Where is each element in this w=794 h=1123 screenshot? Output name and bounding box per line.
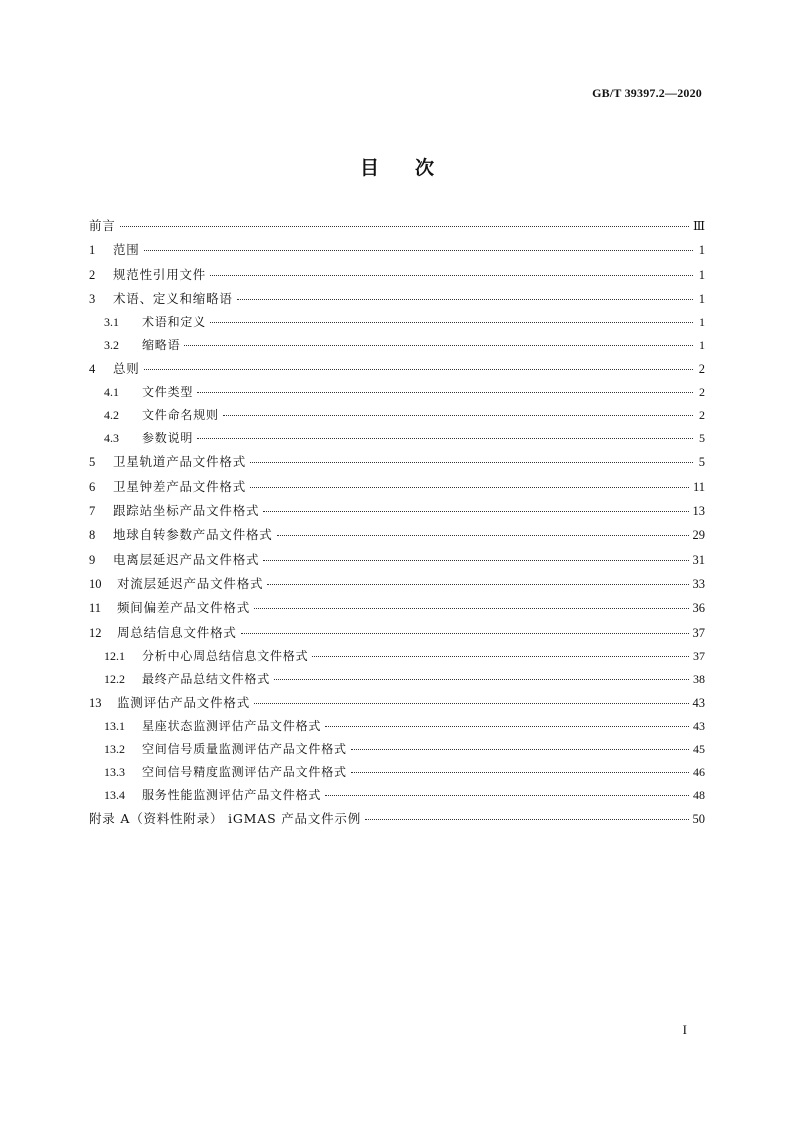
toc-entry-label: 空间信号质量监测评估产品文件格式	[142, 742, 347, 757]
toc-entry-page: 1	[698, 291, 705, 306]
toc-entry-label: 卫星轨道产品文件格式	[113, 454, 247, 470]
toc-entry-number: 13.1	[104, 719, 125, 734]
toc-entry-page: 2	[699, 385, 705, 400]
toc-entry[interactable]	[89, 548, 705, 572]
toc-entry-number: 4.2	[104, 408, 119, 423]
toc-entry-number: 4	[89, 362, 96, 377]
toc-entry[interactable]	[89, 691, 705, 715]
dot-leader	[351, 749, 689, 750]
toc-entry[interactable]	[89, 668, 705, 691]
toc-entry-page: 33	[692, 576, 705, 591]
toc-entry-number: 1	[89, 243, 96, 258]
toc-entry-page: 5	[698, 455, 705, 470]
toc-entry-label: 电离层延迟产品文件格式	[113, 551, 260, 567]
dot-leader	[184, 345, 693, 346]
toc-entry-page: 36	[692, 601, 705, 616]
toc-entry[interactable]	[89, 761, 705, 784]
toc-entry-number: 13.3	[104, 765, 125, 780]
toc-entry-label: 文件命名规则	[142, 408, 219, 423]
toc-entry-label: 服务性能监测评估产品文件格式	[142, 788, 322, 803]
toc-entry[interactable]	[89, 214, 705, 238]
dot-leader	[197, 392, 693, 393]
dot-leader	[250, 487, 689, 488]
toc-entry[interactable]	[89, 381, 705, 404]
dot-leader	[250, 462, 693, 463]
toc-entry-page: 43	[693, 719, 705, 734]
toc-entry[interactable]	[89, 807, 705, 831]
toc-entry-number: 11	[89, 601, 102, 616]
toc-entry-label: 最终产品总结文件格式	[142, 671, 271, 686]
table-of-contents	[89, 214, 705, 831]
toc-entry-page: 2	[699, 408, 705, 423]
toc-entry-number: 8	[89, 528, 96, 543]
toc-entry-label: 术语、定义和缩略语	[113, 290, 233, 306]
toc-entry-label: 规范性引用文件	[113, 266, 207, 282]
toc-entry-label: 分析中心周总结信息文件格式	[142, 648, 309, 663]
toc-entry-number: 3.1	[104, 315, 119, 330]
dot-leader	[210, 322, 693, 323]
toc-entry[interactable]	[89, 404, 705, 427]
toc-entry-label: 卫星钟差产品文件格式	[113, 478, 247, 494]
toc-entry-label: 参数说明	[142, 431, 194, 446]
toc-entry[interactable]	[89, 427, 705, 450]
toc-entry-number: 9	[89, 552, 96, 567]
toc-entry-page: 1	[699, 315, 705, 330]
toc-entry-page: 1	[698, 267, 705, 282]
toc-entry-label: 缩略语	[142, 338, 181, 353]
toc-entry-page: 13	[692, 504, 705, 519]
toc-entry-number: 3	[89, 291, 96, 306]
dot-leader	[325, 795, 689, 796]
toc-entry-page: Ⅲ	[692, 219, 705, 233]
toc-entry-label: 范围	[113, 242, 140, 258]
toc-entry[interactable]	[89, 499, 705, 523]
dot-leader	[274, 679, 689, 680]
toc-entry-label: 附录 A（资料性附录） iGMAS 产品文件示例	[89, 811, 362, 827]
toc-entry-number: 7	[89, 504, 96, 519]
toc-entry-label: 术语和定义	[142, 315, 207, 330]
toc-entry-number: 13.2	[104, 742, 125, 757]
dot-leader	[277, 535, 689, 536]
toc-entry[interactable]	[89, 621, 705, 645]
toc-entry-label: 周总结信息文件格式	[117, 624, 237, 640]
toc-entry-page: 5	[699, 431, 705, 446]
toc-entry[interactable]	[89, 572, 705, 596]
dot-leader	[312, 656, 689, 657]
toc-entry-number: 6	[89, 479, 96, 494]
toc-entry-page: 1	[699, 338, 705, 353]
dot-leader	[223, 415, 693, 416]
toc-entry[interactable]	[89, 523, 705, 547]
toc-entry-label: 星座状态监测评估产品文件格式	[142, 719, 322, 734]
toc-entry[interactable]	[89, 238, 705, 262]
dot-leader	[254, 703, 688, 704]
dot-leader	[144, 250, 693, 251]
dot-leader	[267, 584, 688, 585]
dot-leader	[144, 369, 693, 370]
toc-entry-page: 29	[692, 528, 705, 543]
toc-entry-label: 地球自转参数产品文件格式	[113, 527, 273, 543]
toc-entry-number: 12.2	[104, 671, 125, 686]
toc-entry-number: 3.2	[104, 338, 119, 353]
toc-entry[interactable]	[89, 715, 705, 738]
toc-entry-page: 37	[692, 625, 705, 640]
toc-entry-number: 12	[89, 625, 102, 640]
toc-entry[interactable]	[89, 738, 705, 761]
dot-leader	[263, 560, 688, 561]
toc-entry[interactable]	[89, 263, 705, 287]
toc-entry[interactable]	[89, 334, 705, 357]
toc-entry-page: 45	[693, 742, 705, 757]
toc-entry-number: 10	[89, 576, 102, 591]
toc-entry-label: 文件类型	[142, 385, 194, 400]
toc-entry[interactable]	[89, 311, 705, 334]
standard-code: GB/T 39397.2—2020	[592, 86, 702, 100]
toc-entry-label: 空间信号精度监测评估产品文件格式	[142, 765, 347, 780]
toc-entry[interactable]	[89, 784, 705, 807]
toc-entry-page: 1	[698, 243, 705, 258]
toc-entry[interactable]	[89, 450, 705, 474]
toc-entry-page: 46	[693, 765, 705, 780]
toc-entry-label: 对流层延迟产品文件格式	[117, 575, 264, 591]
toc-entry-label: 前言	[89, 218, 116, 233]
toc-entry-number: 2	[89, 267, 96, 282]
page-title: 目次	[359, 157, 470, 179]
dot-leader	[365, 819, 688, 820]
toc-entry-number: 5	[89, 455, 96, 470]
dot-leader	[241, 633, 689, 634]
toc-entry-number: 13.4	[104, 788, 125, 803]
toc-entry-page: 11	[692, 479, 705, 494]
toc-entry-label: 跟踪站坐标产品文件格式	[113, 503, 260, 519]
toc-entry-label: 监测评估产品文件格式	[117, 694, 251, 710]
dot-leader	[120, 226, 689, 227]
dot-leader	[210, 275, 693, 276]
dot-leader	[325, 726, 689, 727]
toc-entry-number: 4.3	[104, 431, 119, 446]
toc-entry[interactable]	[89, 475, 705, 499]
toc-entry[interactable]	[89, 645, 705, 668]
toc-entry[interactable]	[89, 357, 705, 381]
toc-entry-page: 48	[693, 788, 705, 803]
toc-entry-page: 50	[692, 812, 705, 827]
toc-entry-number: 13	[89, 695, 102, 710]
toc-entry-page: 37	[693, 648, 705, 663]
dot-leader	[197, 438, 693, 439]
toc-entry[interactable]	[89, 287, 705, 311]
toc-entry-number: 4.1	[104, 385, 119, 400]
toc-entry-page: 2	[698, 362, 705, 377]
toc-entry-page: 38	[693, 671, 705, 686]
toc-entry-label: 总则	[113, 361, 140, 377]
toc-entry-label: 频间偏差产品文件格式	[117, 600, 251, 616]
toc-entry-page: 43	[692, 695, 705, 710]
dot-leader	[263, 511, 688, 512]
page-folio: I	[682, 1022, 687, 1037]
toc-entry-number: 12.1	[104, 648, 125, 663]
dot-leader	[254, 608, 688, 609]
toc-entry-page: 31	[692, 552, 705, 567]
dot-leader	[237, 299, 693, 300]
toc-entry[interactable]	[89, 596, 705, 620]
dot-leader	[351, 772, 689, 773]
